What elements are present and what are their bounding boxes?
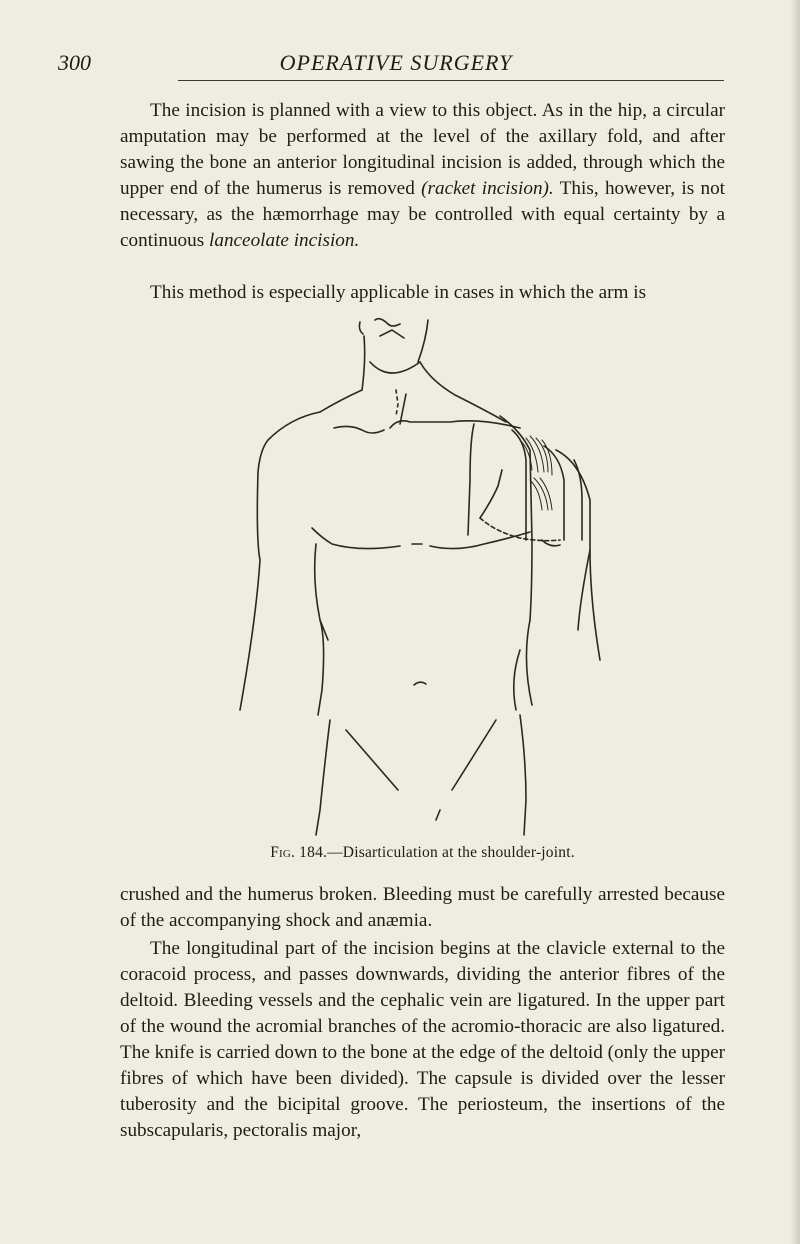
text-line: crushed and the humerus broken. Bleeding must be carefully arrested [120, 884, 659, 905]
italic-term-lanceolate-incision: lanceolate incision. [209, 230, 360, 251]
text-line: removed [347, 178, 422, 199]
figure-label: Fig. 184. [270, 844, 328, 861]
paragraph-method: This method is especially applicable in cases in which the arm is [150, 282, 647, 303]
text-line: because of the accompanying shock and anæmia. [120, 884, 726, 931]
running-head: OPERATIVE SURGERY [279, 50, 513, 75]
italic-term-racket-incision: (racket incision). [421, 178, 554, 199]
text-line: This, however, is not necessary, as the [120, 178, 726, 225]
paragraph-racket-incision [120, 98, 725, 254]
page-edge [790, 0, 800, 1244]
text-line: hip, a circular amputation may be performed at the level of the [120, 100, 725, 147]
text-line: axillary fold, and after sawing the bone an anterior longitudinal [120, 126, 726, 173]
text-line: The incision is planned with a view to this object. As in the [150, 100, 613, 121]
paragraph-crushed [120, 882, 725, 934]
page-number: 300 [58, 50, 91, 75]
figure-caption [120, 844, 725, 862]
header-rule [178, 80, 724, 81]
text-line: hæmorrhage may be controlled with equal certainty by a continuous [120, 204, 725, 251]
text-line: incision is added, through which the upper end of the humerus is [120, 152, 725, 199]
page-header [58, 50, 734, 88]
figure-caption-text: —Disarticulation at the shoulder-joint. [327, 844, 575, 861]
torso-line-drawing [230, 300, 610, 840]
paragraph-longitudinal-incision: The longitudinal part of the incision begins at the clavicle external to the coracoid process, and passes downwards, dividing the anterior fibres of the deltoid. Bleeding vessels and the cephalic vein are ligatured. In the upper part of the wound the acromial branches of the acromio-thoracic are also ligatured. The knife is carried down to the bone at the edge of the deltoid (only the upper fibres of which have been divided). The capsule is divided over the lesser tuberosity and the bicipital groove. The periosteum, the insertions of the subscapularis, pectoralis major, [120, 938, 725, 1141]
figure-shoulder-disarticulation [230, 300, 610, 840]
